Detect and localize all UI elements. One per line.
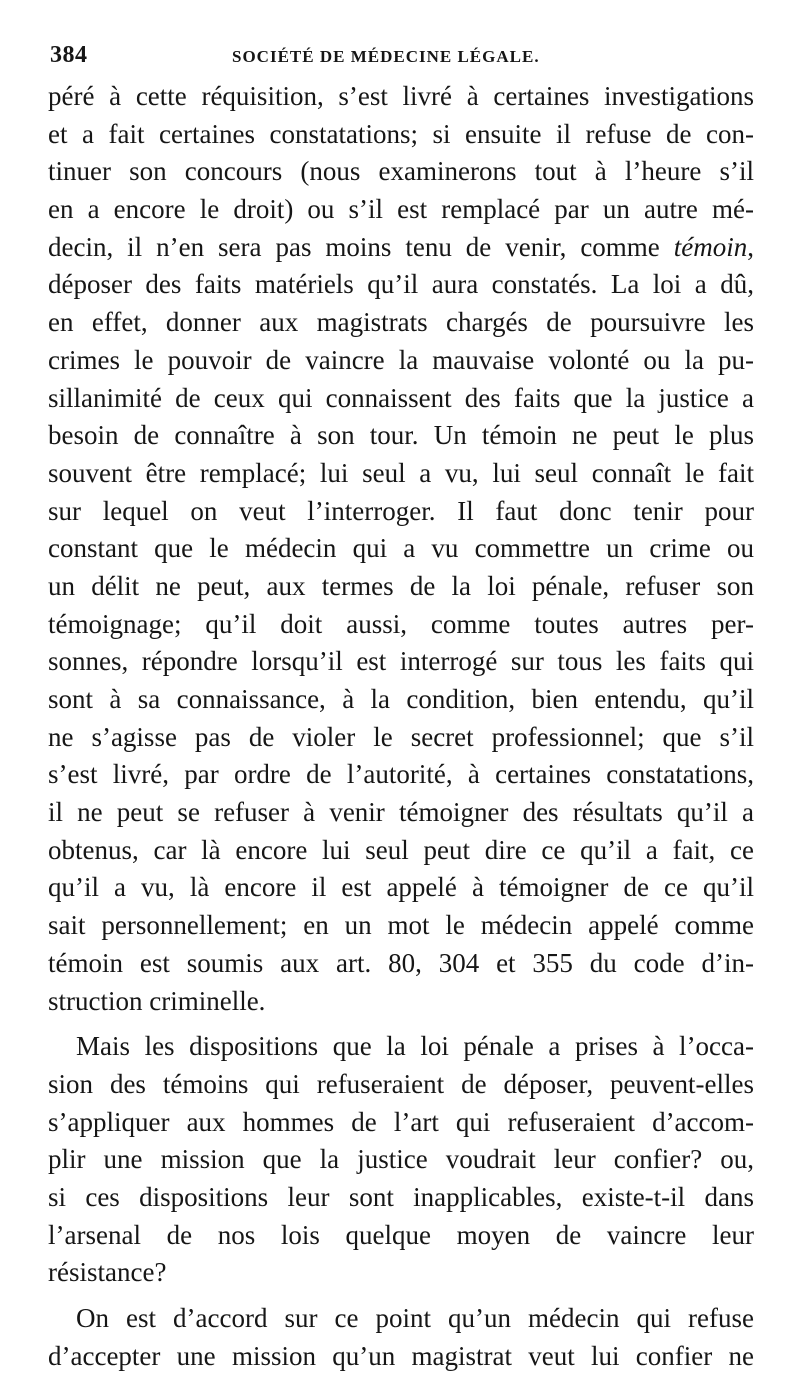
text-line: déposer des faits matériels qu’il aura constatés. La loi a dû, — [48, 269, 754, 300]
text-line: souvent être remplacé; lui seul a vu, lui seul connaît le fait — [48, 457, 754, 488]
text-line: d’accepter une mission qu’un magistrat veut lui confier ne — [48, 1340, 754, 1371]
paragraph — [48, 1028, 754, 1292]
text-line: crimes le pouvoir de vaincre la mauvaise volonté ou la pu- — [48, 344, 754, 375]
text-line: résistance? — [48, 1257, 167, 1288]
text-line: tinuer son concours (nous examinerons tout à l’heure s’il — [48, 156, 754, 187]
text-line: sonnes, répondre lorsqu’il est interrogé sur tous les faits qui — [48, 646, 754, 677]
text-segment: decin, il n’en sera pas moins tenu de venir, comme — [48, 231, 674, 262]
text-line: en a encore le droit) ou s’il est remplacé par un autre mé- — [48, 194, 754, 225]
text-line: sur lequel on veut l’interroger. Il faut donc tenir pour — [48, 495, 754, 526]
text-line: l’arsenal de nos lois quelque moyen de vaincre leur — [48, 1219, 754, 1250]
text-line: sont à sa connaissance, à la condition, bien entendu, qu’il — [48, 684, 754, 714]
text-line: un délit ne peut, aux termes de la loi pénale, refuser son — [48, 570, 754, 601]
text-line: en effet, donner aux magistrats chargés de poursuivre les — [48, 307, 754, 338]
page-number: 384 — [50, 42, 88, 68]
text-line: ne s’agisse pas de violer le secret professionnel; que s’il — [48, 721, 754, 752]
text-line: témoignage; qu’il doit aussi, comme toutes autres per- — [48, 608, 754, 639]
text-line: il ne peut se refuser à venir témoigner des résultats qu’il a — [48, 797, 754, 828]
text-line: besoin de connaître à son tour. Un témoin ne peut le plus — [48, 420, 754, 451]
text-line: et a fait certaines constatations; si ensuite il refuse de con- — [48, 118, 754, 149]
text-line: obtenus, car là encore lui seul peut dire ce qu’il a fait, ce — [48, 834, 754, 865]
text-segment: , — [747, 231, 754, 262]
text-line: constant que le médecin qui a vu commettre un crime ou — [48, 533, 754, 564]
paragraph — [48, 1300, 754, 1375]
body-text — [48, 78, 754, 1375]
text-line: struction criminelle. — [48, 985, 266, 1016]
text-line: si ces dispositions leur sont inapplicables, existe-t-il dans — [48, 1181, 754, 1212]
text-line — [48, 229, 754, 267]
text-line: sion des témoins qui refuseraient de déposer, peuvent-elles — [48, 1068, 754, 1099]
text-line: Mais les dispositions que la loi pénale a prises à l’occa- — [76, 1031, 754, 1062]
text-line: On est d’accord sur ce point qu’un médecin qui refuse — [76, 1303, 754, 1333]
text-line: sillanimité de ceux qui connaissent des faits que la justice a — [48, 382, 754, 413]
text-line: s’est livré, par ordre de l’autorité, à certaines constatations, — [48, 759, 754, 790]
text-line: témoin est soumis aux art. 80, 304 et 355 du code d’in- — [48, 947, 754, 978]
text-line: qu’il a vu, là encore il est appelé à témoigner de ce qu’il — [48, 872, 754, 903]
italic-word: témoin — [673, 231, 748, 262]
text-line: sait personnellement; en un mot le médecin appelé comme — [48, 910, 754, 941]
paragraph — [48, 78, 754, 1020]
text-line: plir une mission que la justice voudrait leur confier? ou, — [48, 1144, 754, 1175]
text-line: péré à cette réquisition, s’est livré à certaines investigations — [48, 81, 754, 111]
page-header — [50, 42, 580, 72]
running-title: SOCIÉTÉ DE MÉDECINE LÉGALE. — [232, 47, 540, 66]
text-line: s’appliquer aux hommes de l’art qui refuseraient d’accom- — [48, 1106, 754, 1137]
